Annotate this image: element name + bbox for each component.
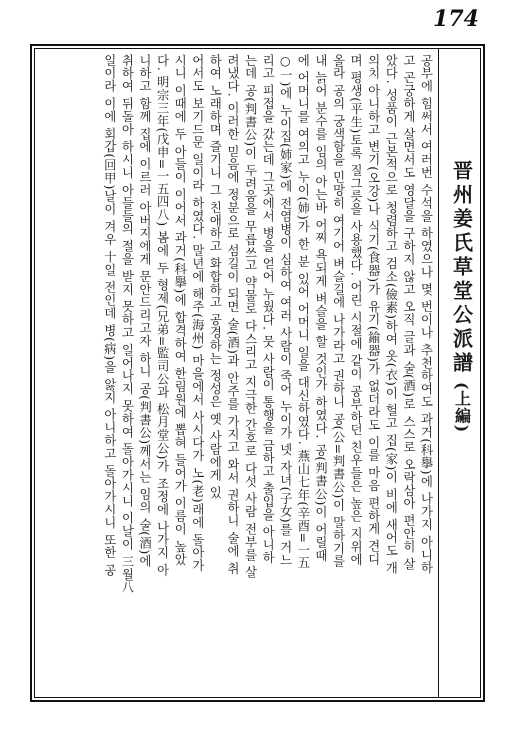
text-line: 니하고 함께 집에 이르러 아버지에게 문안드리고자 하니 공(判書公)께서는 임의 술(酒)에 (137, 54, 152, 568)
book-title: 晋州姜氏草堂公派譜 (449, 160, 474, 376)
text-line: 하여 노래하며 즐기니 그 친애하고 화합하고 공경하는 정성은 옛 사람에게 있 (207, 54, 222, 499)
text-line: 려냈다. 이러한 믿음에 정분으로 섬길이 되면 술(酒)과 안주를 가지고 와서 권하니 술에 취 (225, 54, 240, 575)
body-text (44, 54, 434, 694)
text-line: 리고 피접을 갔는데 그곳에서 병을 얻어 누웠다. 뭇 사람이 통행을 금하고 출입을 아니하 (260, 54, 275, 565)
text-line: 았다. 성품이 근본적으로 청렴하고 검소(儉素)하여 옷(衣)이 헐고 집(家)이 비에 새어도 개 (383, 54, 398, 575)
text-line: 의치 아니하고 변기(오강)나 식기(食器)가 유기(鍮器)가 없더라도 이를 마음 편하게 견디 (366, 54, 381, 566)
text-line: 다. 明宗三年(戊申=一五四八) 봄에 두 형제(兄弟=監司公과 松月堂公)가 조정에 나가지 아 (155, 54, 170, 577)
text-line: 올라 공의 궁색함을 민망히 여기어 벼슬길에 나가라고 권하니 공(公=判書公)이 말하기를 (331, 54, 346, 568)
text-line: 일이라 이에 회갑(回甲)날이 겨우 十일 전인데 병(病)을 앓지 아니하고 돌아가시니 또한 공 (102, 54, 117, 577)
title-divider-line (438, 48, 439, 698)
text-line: 며 평생(平生)토록 질그릇을 사용했다. 어린 시절에 같이 공부하던 친우들은 높은 지위에 (348, 54, 363, 566)
page-number: 174 (433, 6, 479, 32)
text-line: 시니 이때에 두 아들이 이어서 과거(科擧)에 합격하여 한림원에 뽑혀 들어가 이름이 높았 (172, 54, 187, 566)
text-line: 에 어머니를 여의고 누이(姉)가 한 분 있어 어머니 일을 대신하였다. 燕山七年(辛酉=一五 (295, 54, 310, 570)
text-line: 내 늙어 분수를 임의 아는바 어찌 욕되게 벼슬을 할 것인가 하였다. 공(判書公)이 어릴때 (313, 54, 328, 563)
text-line: ○一)에 누이집(姉家)에 전염병이 심하여 여러 사람이 죽어 누이가 넷 자녀(子女)를 거느 (278, 54, 293, 567)
text-line: 어서도 보기드문 일이라 하였다. 말년에 해주(海州) 마을에서 사시다가 노(老)래에 돌아가 (190, 54, 205, 573)
text-line: 공부에 힘써서 여러번 수석을 하였으나 몇 번이나 추천하여도 과거(科擧)에 나가지 아니하 (419, 54, 433, 575)
book-subtitle: (上編) (452, 382, 472, 434)
text-line: 는데 공(判書公)이 두려움을 무릅쓰고 약물로 다스리고 지극한 간호로 다섯 사람 전부를 살 (243, 54, 258, 579)
side-title (448, 160, 476, 540)
text-line: 고 곤궁하게 살면서도 영달을 구하지 않고 오직 글과 술(酒)로 스스로 오락삼아 편안히 살 (401, 54, 416, 571)
text-line: 취하여 뒤돌아 하시니 아들들의 절을 받지 못하고 일어나지 못하여 돌아가시니 이날이 三월八 (119, 54, 134, 594)
